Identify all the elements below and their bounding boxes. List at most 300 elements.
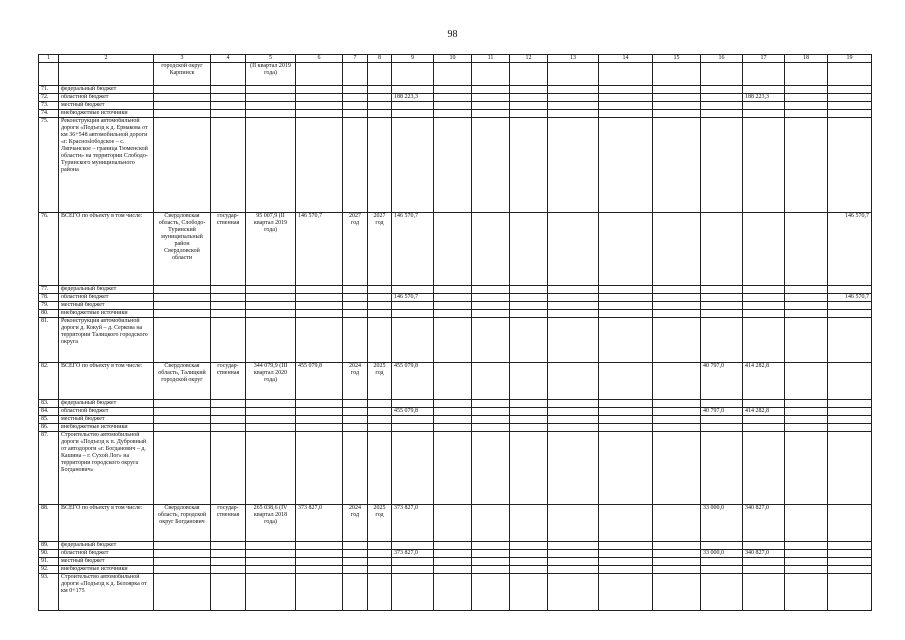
- column-header: 10: [434, 55, 472, 63]
- table-row: [39, 505, 872, 542]
- table-cell: [599, 86, 653, 94]
- table-cell: [743, 542, 785, 550]
- table-row: [39, 432, 872, 505]
- table-cell: [211, 110, 246, 118]
- table-cell: ВСЕГО по объекту в том числе:: [59, 213, 154, 286]
- table-cell: [368, 310, 392, 318]
- table-cell: [392, 416, 434, 424]
- table-cell: [701, 424, 743, 432]
- table-cell: [246, 318, 296, 363]
- row-number-cell: 73.: [39, 102, 59, 110]
- table-cell: [392, 302, 434, 310]
- table-cell: [785, 550, 828, 558]
- table-cell: [368, 424, 392, 432]
- table-cell: [211, 400, 246, 408]
- table-cell: [472, 318, 510, 363]
- table-cell: [246, 558, 296, 566]
- table-cell: 455 079,8: [296, 363, 343, 400]
- table-cell: [785, 416, 828, 424]
- table-cell: [701, 542, 743, 550]
- column-header: 18: [785, 55, 828, 63]
- column-header: 14: [599, 55, 653, 63]
- table-cell: [701, 110, 743, 118]
- table-cell: [599, 94, 653, 102]
- table-cell: [343, 110, 368, 118]
- table-cell: [653, 424, 701, 432]
- row-number-cell: 84.: [39, 408, 59, 416]
- row-number-cell: 88.: [39, 505, 59, 542]
- table-cell: 146 570,7: [296, 213, 343, 286]
- table-cell: [343, 550, 368, 558]
- table-cell: [599, 408, 653, 416]
- table-cell: [743, 574, 785, 611]
- table-cell: [510, 118, 548, 213]
- table-cell: [743, 102, 785, 110]
- table-cell: [246, 566, 296, 574]
- table-cell: [548, 63, 599, 86]
- table-cell: [701, 574, 743, 611]
- table-row: [39, 318, 872, 363]
- table-cell: [211, 94, 246, 102]
- row-number-cell: 77.: [39, 286, 59, 294]
- table-cell: [296, 400, 343, 408]
- table-cell: [785, 542, 828, 550]
- table-cell: [472, 574, 510, 611]
- table-cell: [296, 310, 343, 318]
- table-cell: [599, 213, 653, 286]
- table-cell: [472, 542, 510, 550]
- table-cell: [154, 318, 211, 363]
- table-cell: [211, 424, 246, 432]
- table-cell: [211, 302, 246, 310]
- table-cell: [599, 318, 653, 363]
- table-cell: государ-ственная: [211, 505, 246, 542]
- table-cell: [785, 86, 828, 94]
- table-cell: [368, 118, 392, 213]
- table-cell: [296, 110, 343, 118]
- table-cell: [472, 63, 510, 86]
- table-cell: федеральный бюджет: [59, 86, 154, 94]
- table-cell: [392, 63, 434, 86]
- table-cell: [211, 118, 246, 213]
- table-cell: [828, 118, 872, 213]
- table-cell: [548, 574, 599, 611]
- table-cell: [548, 505, 599, 542]
- table-row: [39, 566, 872, 574]
- column-header: 9: [392, 55, 434, 63]
- table-cell: [548, 424, 599, 432]
- table-row: [39, 310, 872, 318]
- table-cell: [599, 302, 653, 310]
- table-cell: [548, 408, 599, 416]
- table-cell: [785, 213, 828, 286]
- table-cell: [246, 110, 296, 118]
- table-cell: [211, 408, 246, 416]
- table-row: [39, 542, 872, 550]
- table-cell: [828, 363, 872, 400]
- table-cell: [701, 558, 743, 566]
- table-cell: [701, 94, 743, 102]
- table-cell: [296, 63, 343, 86]
- table-cell: Реконструкция автомобильной дороги «Подъезд к д. Ермакова от км 36+548 автомобильной дороги «г. Красноslободское – с. Ляпчанское – граница Тюменской области» на территории Слободо-Туринского муниципального района: [59, 118, 154, 213]
- table-cell: [296, 94, 343, 102]
- table-cell: [154, 110, 211, 118]
- table-cell: [343, 102, 368, 110]
- table-cell: [701, 286, 743, 294]
- table-cell: [434, 110, 472, 118]
- column-header: 2: [59, 55, 154, 63]
- table-cell: [154, 432, 211, 505]
- column-header: 6: [296, 55, 343, 63]
- table-cell: 414 282,8: [743, 363, 785, 400]
- table-cell: [434, 86, 472, 94]
- table-cell: [548, 558, 599, 566]
- table-cell: [701, 86, 743, 94]
- table-cell: [701, 63, 743, 86]
- table-cell: [701, 416, 743, 424]
- table-cell: [599, 118, 653, 213]
- table-cell: [653, 432, 701, 505]
- table-cell: 146 570,7: [392, 294, 434, 302]
- table-cell: [785, 566, 828, 574]
- table-cell: [510, 550, 548, 558]
- table-cell: [211, 86, 246, 94]
- column-header: 1: [39, 55, 59, 63]
- table-cell: [368, 110, 392, 118]
- table-cell: [392, 102, 434, 110]
- table-cell: [548, 213, 599, 286]
- table-cell: [510, 94, 548, 102]
- table-cell: [828, 110, 872, 118]
- table-cell: [211, 558, 246, 566]
- table-cell: 33 000,0: [701, 550, 743, 558]
- table-cell: [653, 574, 701, 611]
- table-cell: [246, 400, 296, 408]
- table-cell: 455 079,8: [392, 408, 434, 416]
- table-cell: 40 797,0: [701, 408, 743, 416]
- table-cell: [368, 574, 392, 611]
- table-cell: [368, 63, 392, 86]
- table-cell: [701, 310, 743, 318]
- row-number-cell: 80.: [39, 310, 59, 318]
- table-cell: [368, 302, 392, 310]
- table-cell: [785, 363, 828, 400]
- table-cell: [828, 102, 872, 110]
- table-cell: [599, 400, 653, 408]
- table-cell: [599, 574, 653, 611]
- table-cell: [510, 574, 548, 611]
- table-cell: областной бюджет: [59, 94, 154, 102]
- table-cell: [785, 432, 828, 505]
- table-cell: [296, 408, 343, 416]
- table-cell: [510, 566, 548, 574]
- table-cell: [653, 310, 701, 318]
- table-cell: [472, 432, 510, 505]
- table-cell: 2027 год: [343, 213, 368, 286]
- table-row: [39, 400, 872, 408]
- table-cell: [653, 550, 701, 558]
- table-cell: [368, 432, 392, 505]
- table-cell: [434, 505, 472, 542]
- table-cell: [343, 542, 368, 550]
- table-cell: [548, 416, 599, 424]
- table-cell: [246, 86, 296, 94]
- table-cell: [548, 550, 599, 558]
- table-cell: [472, 424, 510, 432]
- table-cell: [828, 505, 872, 542]
- table-cell: [472, 110, 510, 118]
- table-cell: [701, 432, 743, 505]
- table-cell: [510, 400, 548, 408]
- table-row: [39, 94, 872, 102]
- table-cell: городской округ Карпинск: [154, 63, 211, 86]
- table-cell: 344 079,9 (III квартал 2020 года): [246, 363, 296, 400]
- table-cell: [785, 318, 828, 363]
- table-header-row: [39, 55, 872, 63]
- row-number-cell: 89.: [39, 542, 59, 550]
- table-cell: [246, 574, 296, 611]
- table-cell: [785, 408, 828, 416]
- table-row: [39, 558, 872, 566]
- table-cell: Свердловская область, Слободо-Туринский муниципальный район Свердловской области: [154, 213, 211, 286]
- table-cell: [434, 318, 472, 363]
- table-cell: [599, 566, 653, 574]
- table-cell: [154, 408, 211, 416]
- table-cell: [343, 432, 368, 505]
- table-cell: [343, 416, 368, 424]
- table-cell: [343, 294, 368, 302]
- table-cell: [472, 102, 510, 110]
- table-cell: [785, 302, 828, 310]
- table-cell: [510, 505, 548, 542]
- table-cell: [548, 102, 599, 110]
- table-cell: [368, 416, 392, 424]
- table-cell: [653, 118, 701, 213]
- table-cell: [296, 416, 343, 424]
- table-cell: [368, 566, 392, 574]
- table-cell: федеральный бюджет: [59, 286, 154, 294]
- table-cell: [653, 86, 701, 94]
- table-cell: 2027 год: [368, 213, 392, 286]
- table-cell: [828, 318, 872, 363]
- table-cell: [296, 118, 343, 213]
- table-cell: [548, 86, 599, 94]
- table-cell: [510, 432, 548, 505]
- table-cell: [510, 363, 548, 400]
- table-cell: [472, 408, 510, 416]
- table-cell: внебюджетные источники: [59, 110, 154, 118]
- table-cell: [743, 318, 785, 363]
- table-cell: [392, 86, 434, 94]
- table-cell: Строительство автомобильной дороги «Подъезд к д. Белоярка от км 0+175: [59, 574, 154, 611]
- table-cell: [828, 566, 872, 574]
- table-cell: [599, 294, 653, 302]
- table-cell: местный бюджет: [59, 558, 154, 566]
- table-row: [39, 63, 872, 86]
- table-cell: [828, 302, 872, 310]
- table-cell: [548, 310, 599, 318]
- table-cell: [154, 286, 211, 294]
- table-cell: [472, 363, 510, 400]
- table-cell: [701, 566, 743, 574]
- table-cell: [343, 86, 368, 94]
- table-row: [39, 294, 872, 302]
- data-table: [38, 54, 872, 611]
- row-number-cell: 87.: [39, 432, 59, 505]
- table-cell: Свердловская область, Талицкий городской округ: [154, 363, 211, 400]
- table-cell: [368, 400, 392, 408]
- row-number-cell: 81.: [39, 318, 59, 363]
- table-cell: [434, 118, 472, 213]
- table-cell: [828, 550, 872, 558]
- table-cell: [392, 558, 434, 566]
- table-cell: внебюджетные источники: [59, 310, 154, 318]
- table-cell: [548, 294, 599, 302]
- table-cell: [343, 408, 368, 416]
- row-number-cell: 83.: [39, 400, 59, 408]
- table-cell: Свердловская область, городской округ Богданович: [154, 505, 211, 542]
- table-cell: [368, 286, 392, 294]
- row-number-cell: 93.: [39, 574, 59, 611]
- table-cell: [296, 424, 343, 432]
- table-cell: [510, 102, 548, 110]
- table-cell: [343, 318, 368, 363]
- table-cell: [246, 408, 296, 416]
- table-cell: [472, 558, 510, 566]
- table-cell: [828, 574, 872, 611]
- table-cell: [510, 310, 548, 318]
- row-number-cell: 71.: [39, 86, 59, 94]
- table-cell: [510, 558, 548, 566]
- table-cell: [154, 102, 211, 110]
- table-cell: 340 827,0: [743, 505, 785, 542]
- table-cell: [154, 310, 211, 318]
- table-cell: [548, 400, 599, 408]
- table-cell: [154, 542, 211, 550]
- table-row: [39, 118, 872, 213]
- table-cell: [828, 400, 872, 408]
- table-cell: областной бюджет: [59, 294, 154, 302]
- table-cell: [472, 302, 510, 310]
- table-cell: [343, 574, 368, 611]
- table-cell: [211, 432, 246, 505]
- row-number-cell: [39, 63, 59, 86]
- column-header: 19: [828, 55, 872, 63]
- table-cell: местный бюджет: [59, 416, 154, 424]
- table-cell: [392, 424, 434, 432]
- table-cell: [434, 400, 472, 408]
- table-cell: областной бюджет: [59, 550, 154, 558]
- table-cell: [743, 400, 785, 408]
- row-number-cell: 82.: [39, 363, 59, 400]
- table-cell: [211, 286, 246, 294]
- table-cell: [828, 286, 872, 294]
- table-cell: [434, 424, 472, 432]
- column-header: 8: [368, 55, 392, 63]
- table-cell: [701, 318, 743, 363]
- table-cell: [743, 63, 785, 86]
- table-cell: [653, 94, 701, 102]
- table-cell: [548, 432, 599, 505]
- table-cell: [599, 432, 653, 505]
- table-cell: [472, 213, 510, 286]
- table-cell: [154, 574, 211, 611]
- table-cell: 2025 год: [368, 505, 392, 542]
- table-cell: государ-ственная: [211, 363, 246, 400]
- table-cell: федеральный бюджет: [59, 400, 154, 408]
- table-cell: [296, 558, 343, 566]
- table-cell: [343, 424, 368, 432]
- table-cell: [472, 86, 510, 94]
- row-number-cell: 90.: [39, 550, 59, 558]
- table-cell: [701, 213, 743, 286]
- table-cell: [701, 294, 743, 302]
- table-cell: [392, 310, 434, 318]
- table-cell: 33 000,0: [701, 505, 743, 542]
- table-cell: 2025 год: [368, 363, 392, 400]
- table-cell: [828, 310, 872, 318]
- column-header: 12: [510, 55, 548, 63]
- table-row: [39, 416, 872, 424]
- table-cell: [343, 118, 368, 213]
- table-cell: [548, 566, 599, 574]
- table-cell: [743, 294, 785, 302]
- table-row: [39, 424, 872, 432]
- table-cell: 188 223,3: [392, 94, 434, 102]
- table-cell: [743, 432, 785, 505]
- table-cell: [434, 94, 472, 102]
- table-cell: [653, 302, 701, 310]
- table-cell: [743, 118, 785, 213]
- table-cell: [296, 574, 343, 611]
- table-cell: [472, 400, 510, 408]
- table-cell: [154, 118, 211, 213]
- table-cell: ВСЕГО по объекту в том числе:: [59, 505, 154, 542]
- table-cell: [246, 542, 296, 550]
- table-cell: [211, 294, 246, 302]
- table-cell: [785, 102, 828, 110]
- table-cell: [211, 574, 246, 611]
- table-cell: внебюджетные источники: [59, 566, 154, 574]
- table-cell: [785, 94, 828, 102]
- table-row: [39, 213, 872, 286]
- table-cell: [653, 363, 701, 400]
- table-cell: внебюджетные источники: [59, 424, 154, 432]
- table-cell: [368, 94, 392, 102]
- table-cell: [154, 566, 211, 574]
- table-cell: [246, 118, 296, 213]
- table-cell: [785, 424, 828, 432]
- table-cell: [653, 102, 701, 110]
- table-cell: [296, 432, 343, 505]
- table-cell: федеральный бюджет: [59, 542, 154, 550]
- table-cell: [653, 63, 701, 86]
- table-cell: [472, 550, 510, 558]
- table-cell: [548, 94, 599, 102]
- column-header: 13: [548, 55, 599, 63]
- table-cell: [785, 294, 828, 302]
- table-cell: [392, 318, 434, 363]
- table-cell: местный бюджет: [59, 302, 154, 310]
- table-cell: [743, 286, 785, 294]
- table-cell: государ-ственная: [211, 213, 246, 286]
- table-row: [39, 86, 872, 94]
- table-cell: [828, 432, 872, 505]
- table-cell: [510, 542, 548, 550]
- table-cell: [296, 318, 343, 363]
- row-number-cell: 85.: [39, 416, 59, 424]
- table-cell: [392, 110, 434, 118]
